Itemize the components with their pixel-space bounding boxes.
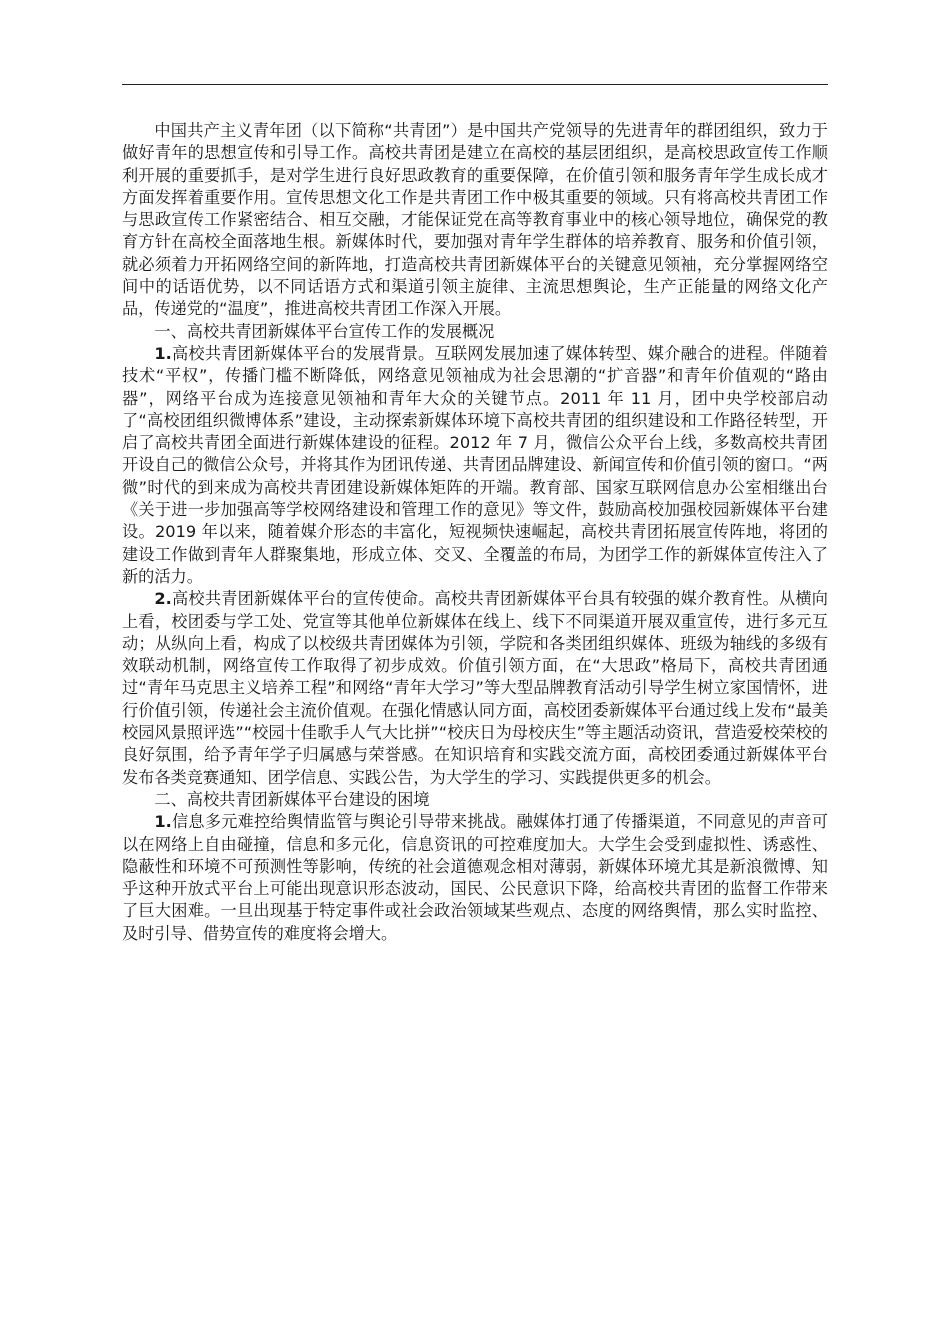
numbered-paragraph <box>122 811 828 945</box>
paragraph-text: 高校共青团新媒体平台的宣传使命。高校共青团新媒体平台具有较强的媒介教育性。从横向上看，校团委与学工处、党宣等其他单位新媒体在线上、线下不同渠道开展双重宣传，进行多元互动；从纵向上看，构成了以校级共青团媒体为引领，学院和各类团组织媒体、班级为轴线的多级有效联动机制，网络宣传工作取得了初步成效。价值引领方面，在“大思政”格局下，高校共青团通过“青年马克思主义培养工程”和网络“青年大学习”等大型品牌教育活动引导学生树立家国情怀，进行价值引领，传递社会主流价值观。在强化情感认同方面，高校团委新媒体平台通过线上发布“最美校园风景照评选”“校园十佳歌手人气大比拼”“校庆日为母校庆生”等主题活动资讯，营造爱校荣校的良好氛围，给予青年学子归属感与荣誉感。在知识培育和实践交流方面，高校团委通过新媒体平台发布各类竞赛通知、团学信息、实践公告，为大学生的学习、实践提供更多的机会。 <box>122 589 828 787</box>
section-heading-2: 二、高校共青团新媒体平台建设的困境 <box>154 789 430 809</box>
paragraph-number: 2. <box>154 589 172 609</box>
numbered-paragraph <box>122 343 828 588</box>
header-rule <box>122 84 828 85</box>
paragraph-text: 信息多元难控给舆情监管与舆论引导带来挑战。融媒体打通了传播渠道，不同意见的声音可以在网络上自由碰撞，信息和多元化，信息资讯的可控难度加大。大学生会受到虚拟性、诱惑性、隐蔽性和环境不可预测性等影响，传统的社会道德观念相对薄弱，新媒体环境尤其是新浪微博、知乎这种开放式平台上可能出现意识形态波动，国民、公民意识下降，给高校共青团的监督工作带来了巨大困难。一旦出现基于特定事件或社会政治领域某些观点、态度的网络舆情，那么实时监控、及时引导、借势宣传的难度将会增大。 <box>122 812 828 943</box>
numbered-paragraph <box>122 588 828 789</box>
document-body <box>122 120 828 945</box>
paragraph-text: 高校共青团新媒体平台的发展背景。互联网发展加速了媒体转型、媒介融合的进程。伴随着技术“平权”，传播门槛不断降低，网络意见领袖成为社会思潮的“扩音器”和青年价值观的“路由器”，网络平台成为连接意见领袖和青年大众的关键节点。2011 年 11 月，团中央学校部启动了“高校团组织微博体系”建设，主动探索新媒体环境下高校共青团的组织建设和工作路径转型，开启了高校共青团全面进行新媒体建设的征程。2012 年 7 月，微信公众平台上线，多数高校共青团开设自己的微信公众号，并将其作为团讯传递、共青团品牌建设、新闻宣传和价值引领的窗口。“两微”时代的到来成为高校共青团建设新媒体矩阵的开端。教育部、国家互联网信息办公室相继出台《关于进一步加强高等学校网络建设和管理工作的意见》等文件，鼓励高校加强校园新媒体平台建设。2019 年以来，随着媒介形态的丰富化，短视频快速崛起，高校共青团拓展宣传阵地，将团的建设工作做到青年人群聚集地，形成立体、交叉、全覆盖的布局，为团学工作的新媒体宣传注入了新的活力。 <box>122 343 828 586</box>
intro-paragraph: 中国共产主义青年团（以下简称“共青团”）是中国共产党领导的先进青年的群团组织，致力于做好青年的思想宣传和引导工作。高校共青团是建立在高校的基层团组织，是高校思政宣传工作顺利开展的重要抓手，是对学生进行良好思政教育的重要保障，在价值引领和服务青年学生成长成才方面发挥着重要作用。宣传思想文化工作是共青团工作中极其重要的领域。只有将高校共青团工作与思政宣传工作紧密结合、相互交融，才能保证党在高等教育事业中的核心领导地位，确保党的教育方针在高校全面落地生根。新媒体时代，要加强对青年学生群体的培养教育、服务和价值引领，就必须着力开拓网络空间的新阵地，打造高校共青团新媒体平台的关键意见领袖，充分掌握网络空间中的话语优势，以不同话语方式和渠道引领主旋律、主流思想舆论，生产正能量的网络文化产品，传递党的“温度”，推进高校共青团工作深入开展。 <box>122 121 828 319</box>
paragraph-number: 1. <box>154 812 172 832</box>
section-heading-1: 一、高校共青团新媒体平台宣传工作的发展概况 <box>154 321 495 341</box>
paragraph-number: 1. <box>154 343 172 363</box>
